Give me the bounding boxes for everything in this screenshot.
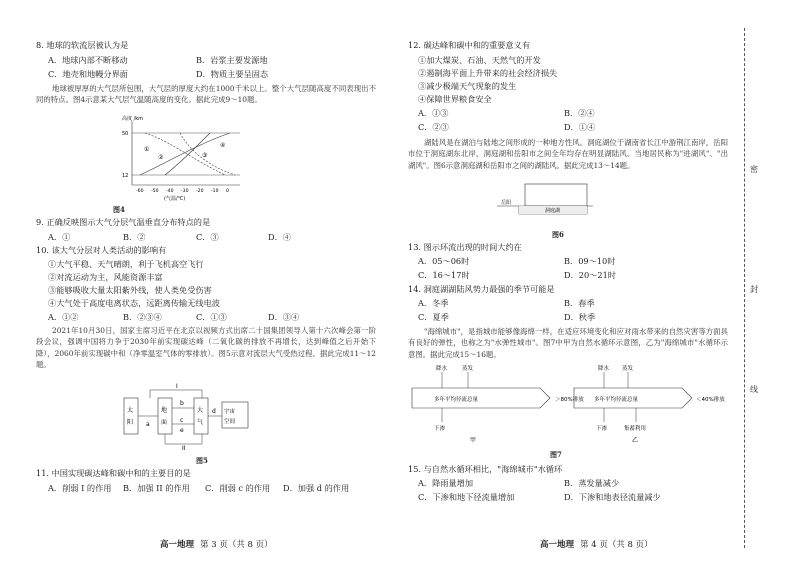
- q10-stem: 10. 该大气分层对人类活动的影响有: [36, 245, 167, 255]
- q14-stem: 14. 洞庭湖湖陆风势力最强的季节可能是: [408, 284, 555, 294]
- fig6-lake: 洞庭湖: [545, 208, 561, 214]
- fig4-curve-1: [140, 133, 230, 175]
- fig4-x-tick: -10: [211, 189, 219, 194]
- q8-option-b: B．岩浆主要发源地: [196, 55, 268, 65]
- fig4-y50: 50: [122, 131, 129, 137]
- q10-item-3: ③能够吸收大量太阳紫外线，使人类免受伤害: [48, 285, 212, 295]
- figure-7: [400, 362, 730, 448]
- intro-9-10: 地球被厚厚的大气层所包围，大气层的厚度大约在1000千米以上。整个大气层随高度不同表现出不同的特点。图4示意某大气层气温随高度的变化。据此完成9～10题。: [36, 84, 376, 105]
- q10-option-a: A．①②: [48, 312, 79, 322]
- fig4-x-tick: -50: [151, 189, 159, 194]
- q11-stem: 11. 中国实现碳达峰和碳中和的主要目的是: [36, 468, 191, 478]
- fig4-label-1: ①: [144, 146, 150, 153]
- q14-option-d: D．秋季: [564, 312, 596, 322]
- q14-option-a: A．冬季: [418, 298, 449, 308]
- q12-item-3: ③减少极端天气现象的发生: [418, 81, 517, 91]
- fig5-d: d: [212, 408, 216, 415]
- q15-option-d: D．下渗和地表径流量减少: [564, 492, 661, 502]
- fig5-ground-2: 面: [161, 419, 168, 426]
- q13-stem: 13. 图示环流出现的时间大约在: [408, 242, 522, 252]
- q15-stem: 15. 与自然水循环相比，"海绵城市"水循环: [408, 464, 563, 474]
- fig4-label-2: ②: [158, 154, 164, 161]
- q12-item-4: ④保障世界粮食安全: [418, 94, 492, 104]
- q15-option-a: A．降雨量增加: [418, 478, 474, 488]
- figure-5: [110, 380, 290, 452]
- fig4-label-3: ③: [202, 152, 208, 159]
- fig7-box-b: 多年平均径流总量: [594, 397, 639, 403]
- fig5-space-1: 宇宙: [224, 409, 236, 415]
- fig7-infil-b: 下渗: [596, 426, 608, 432]
- q13-option-a: A．05～06时: [418, 256, 470, 266]
- fig5-I: I: [176, 383, 178, 390]
- fig5-sun-1: 太: [127, 407, 134, 414]
- q8-option-d: D．物质主要呈固态: [196, 69, 269, 79]
- q10-item-1: ①大气平稳、天气晴朗，利于飞机高空飞行: [48, 259, 204, 269]
- fig5-ground-1: 地: [161, 407, 168, 414]
- fig4-ylabel: 高度 /km: [122, 116, 144, 122]
- fig5-air-2: 气: [197, 419, 204, 426]
- q12-option-c: C．②③: [418, 122, 449, 132]
- right-footer-title: 高一地理: [540, 540, 575, 550]
- fig4-x-tick: -30: [181, 189, 189, 194]
- fig4-x-tick: -20: [196, 189, 204, 194]
- left-footer: [160, 540, 273, 551]
- binding-line: [744, 28, 745, 548]
- q9-option-b: B．②: [123, 232, 146, 242]
- fig5-sun-2: 阳: [127, 419, 134, 426]
- fig7-jia: 甲: [470, 437, 477, 444]
- intro-15-16: "海绵城市"，是指城市能够像海绵一样，在适应环境变化和应对雨水带来的自然灾害等方面具有良好的弹性，也称之为"水弹性城市"。图7中甲为自然水循环示意图，乙为"海绵城市"水循环示意图。据此完成15～16题。: [408, 327, 728, 359]
- fig7-yi: 乙: [632, 437, 639, 444]
- margin-char-2: 封: [750, 285, 758, 294]
- q12-option-d: D．①④: [564, 122, 596, 132]
- fig5-space-2: 空间: [224, 419, 236, 425]
- fig4-x-tick: 0: [226, 189, 229, 194]
- fig4-x-ticks: [136, 188, 229, 194]
- q12-item-2: ②遏制海平面上升带来的社会经济损失: [418, 68, 558, 78]
- q8-option-a: A．地球内部不断移动: [48, 55, 128, 65]
- figure-4: [110, 113, 250, 203]
- q10-option-c: C．①③: [196, 312, 227, 322]
- q12-item-1: ①加大煤炭、石油、天然气的开发: [418, 55, 541, 65]
- fig4-caption: 图4: [113, 205, 125, 214]
- fig4-x-tick: -60: [136, 189, 144, 194]
- q14-option-c: C．夏季: [418, 312, 449, 322]
- intro-11-12: 2021年10月30日，国家主席习近平在北京以视频方式出席二十国集团领导人第十六次峰会第一阶段会议，强调中国将力争于2030年前实现碳达峰（二氧化碳的排放不再增长，达到峰值之后开始下降），2060年前实现碳中和（净零温室气体的零排放）。图5示意对流层大气受热过程。据此完成11～12题。: [36, 326, 376, 370]
- fig7-infil-a: 下渗: [434, 426, 446, 432]
- margin-char-3: 线: [750, 385, 758, 394]
- q13-option-c: C．16～17时: [418, 270, 470, 280]
- fig7-pct-b: ＜40%排放: [696, 397, 725, 403]
- q11-option-a: A．削弱 I 的作用: [48, 483, 112, 493]
- fig5-a: a: [146, 421, 150, 428]
- fig7-evap-b: 蒸发: [622, 366, 634, 372]
- q12-stem: 12. 碳达峰和碳中和的重要意义有: [408, 40, 531, 50]
- fig5-e: e: [180, 427, 184, 434]
- intro-13-14: 湖陆风是在湖泊与陆地之间形成的一种地方性风。洞庭湖位于湖南省长江中游荆江南岸，岳阳市位于洞庭湖东北岸，洞庭湖和岳阳市之间全年均存在明显湖陆风。当地居民称为"进湖风"、"出湖风"。图6示意洞庭湖和岳阳市之间的湖陆风。据此完成13～14题。: [408, 138, 728, 170]
- left-footer-page: 第 3 页（共 8 页）: [200, 540, 273, 550]
- fig5-c: c: [180, 417, 184, 424]
- q11-option-b: B．加强 II 的作用: [123, 483, 190, 493]
- fig7-evap-a: 蒸发: [462, 366, 474, 372]
- right-footer-page: 第 4 页（共 8 页）: [580, 540, 653, 550]
- q14-option-b: B．春季: [564, 298, 595, 308]
- q10-item-4: ④大气处于高度电离状态，远距离传输无线电波: [48, 298, 220, 308]
- q10-option-d: D．③④: [268, 312, 300, 322]
- q15-option-c: C．下渗和地下径流量增加: [418, 492, 515, 502]
- q13-option-b: B．09～10时: [564, 256, 616, 266]
- q9-stem: 9. 正确反映图示大气分层气温垂直分布特点的是: [36, 217, 211, 227]
- q9-option-a: A．①: [48, 232, 71, 242]
- fig4-label-4: ④: [220, 142, 226, 149]
- figure-6: [495, 180, 595, 228]
- fig6-caption: 图6: [552, 230, 564, 239]
- fig4-xlabel: (气温/℃): [164, 196, 186, 202]
- margin-char-1: 密: [750, 165, 758, 174]
- fig7-rain-b: 降水: [598, 366, 610, 372]
- q9-option-d: D．④: [268, 232, 291, 242]
- fig7-box-a: 多年平均径流总量: [434, 397, 479, 403]
- fig5-caption: 图5: [196, 456, 208, 465]
- q12-option-a: A．①③: [418, 108, 449, 118]
- right-footer: [540, 540, 653, 551]
- fig5-II: II: [182, 445, 186, 452]
- fig4-y12: 12: [122, 173, 129, 179]
- fig5-b: b: [180, 400, 184, 407]
- fig7-rain-a: 降水: [436, 366, 448, 372]
- q15-option-b: B．蒸发量减少: [564, 478, 620, 488]
- fig6-city: 岳阳: [501, 200, 512, 206]
- fig7-caption: 图7: [550, 450, 562, 459]
- fig7-pct-a: ＞80%排放: [555, 397, 584, 403]
- fig4-x-tick: -40: [166, 189, 174, 194]
- q11-option-c: C．削弱 c 的作用: [205, 483, 271, 493]
- left-footer-title: 高一地理: [160, 540, 195, 550]
- q12-option-b: B．②④: [564, 108, 595, 118]
- right-page: [400, 0, 794, 561]
- q13-option-d: D．20～21时: [564, 270, 616, 280]
- q10-item-2: ②对流运动为主，风能资源丰富: [48, 272, 163, 282]
- q8-option-c: C．地壳和地幔分界面: [48, 69, 128, 79]
- q8-stem: 8. 地球的软流层被认为是: [36, 40, 129, 50]
- fig5-air-1: 大: [197, 407, 204, 414]
- q9-option-c: C．③: [196, 232, 219, 242]
- q11-option-d: D．加强 d 的作用: [283, 483, 350, 493]
- q10-option-b: B．②③④: [123, 312, 162, 322]
- fig7-reuse: 集蓄利用: [624, 426, 647, 432]
